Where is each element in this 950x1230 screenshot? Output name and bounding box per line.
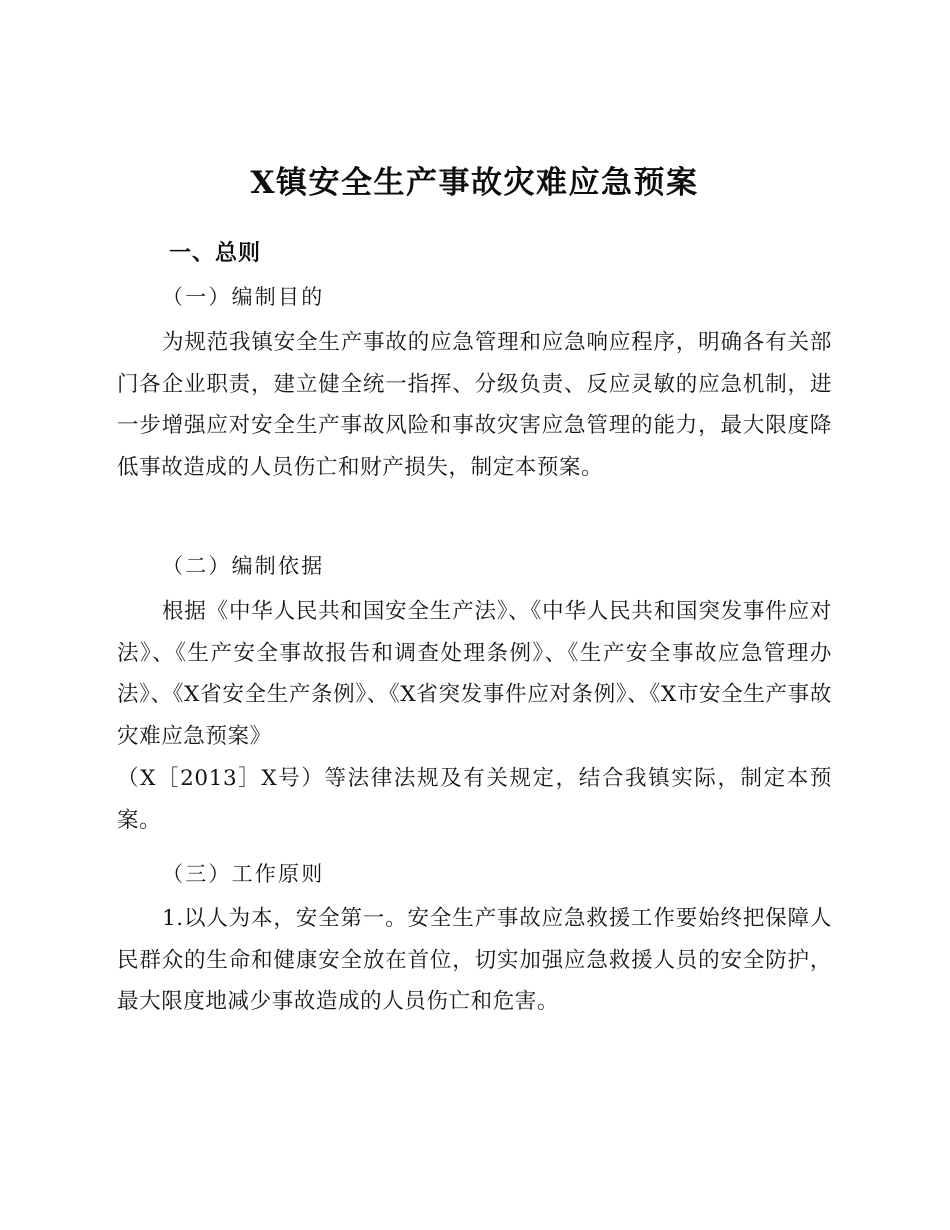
- page-title: X镇安全生产事故灾难应急预案: [250, 165, 699, 201]
- paragraph-basis-laws: 根据《中华人民共和国安全生产法》、《中华人民共和国突发事件应对法》、《生产安全事故报告和调查处理条例》、《生产安全事故应急管理办法》、《X省安全生产条例》、《X省突发事件应对条例》、《X市安全生产事故灾难应急预案》: [117, 599, 832, 749]
- subsection-heading-3: （三）工作原则: [162, 862, 325, 886]
- paragraph-principle-1: 1.以人为本，安全第一。安全生产事故应急救援工作要始终把保障人民群众的生命和健康安全放在首位，切实加强应急救援人员的安全防护，最大限度地减少事故造成的人员伤亡和危害。: [117, 906, 832, 1014]
- paragraph-purpose: 为规范我镇安全生产事故的应急管理和应急响应程序，明确各有关部门各企业职责，建立健全统一指挥、分级负责、反应灵敏的应急机制，进一步增强应对安全生产事故风险和事故灾害应急管理的能力，最大限度降低事故造成的人员伤亡和财产损失，制定本预案。: [117, 330, 832, 480]
- paragraph-basis-continued: （X［2013］X号）等法律法规及有关规定，结合我镇实际，制定本预案。: [117, 766, 832, 833]
- section-heading-1: 一、总则: [169, 241, 262, 266]
- subsection-heading-1: （一）编制目的: [162, 285, 325, 309]
- subsection-heading-2: （二）编制依据: [162, 554, 325, 578]
